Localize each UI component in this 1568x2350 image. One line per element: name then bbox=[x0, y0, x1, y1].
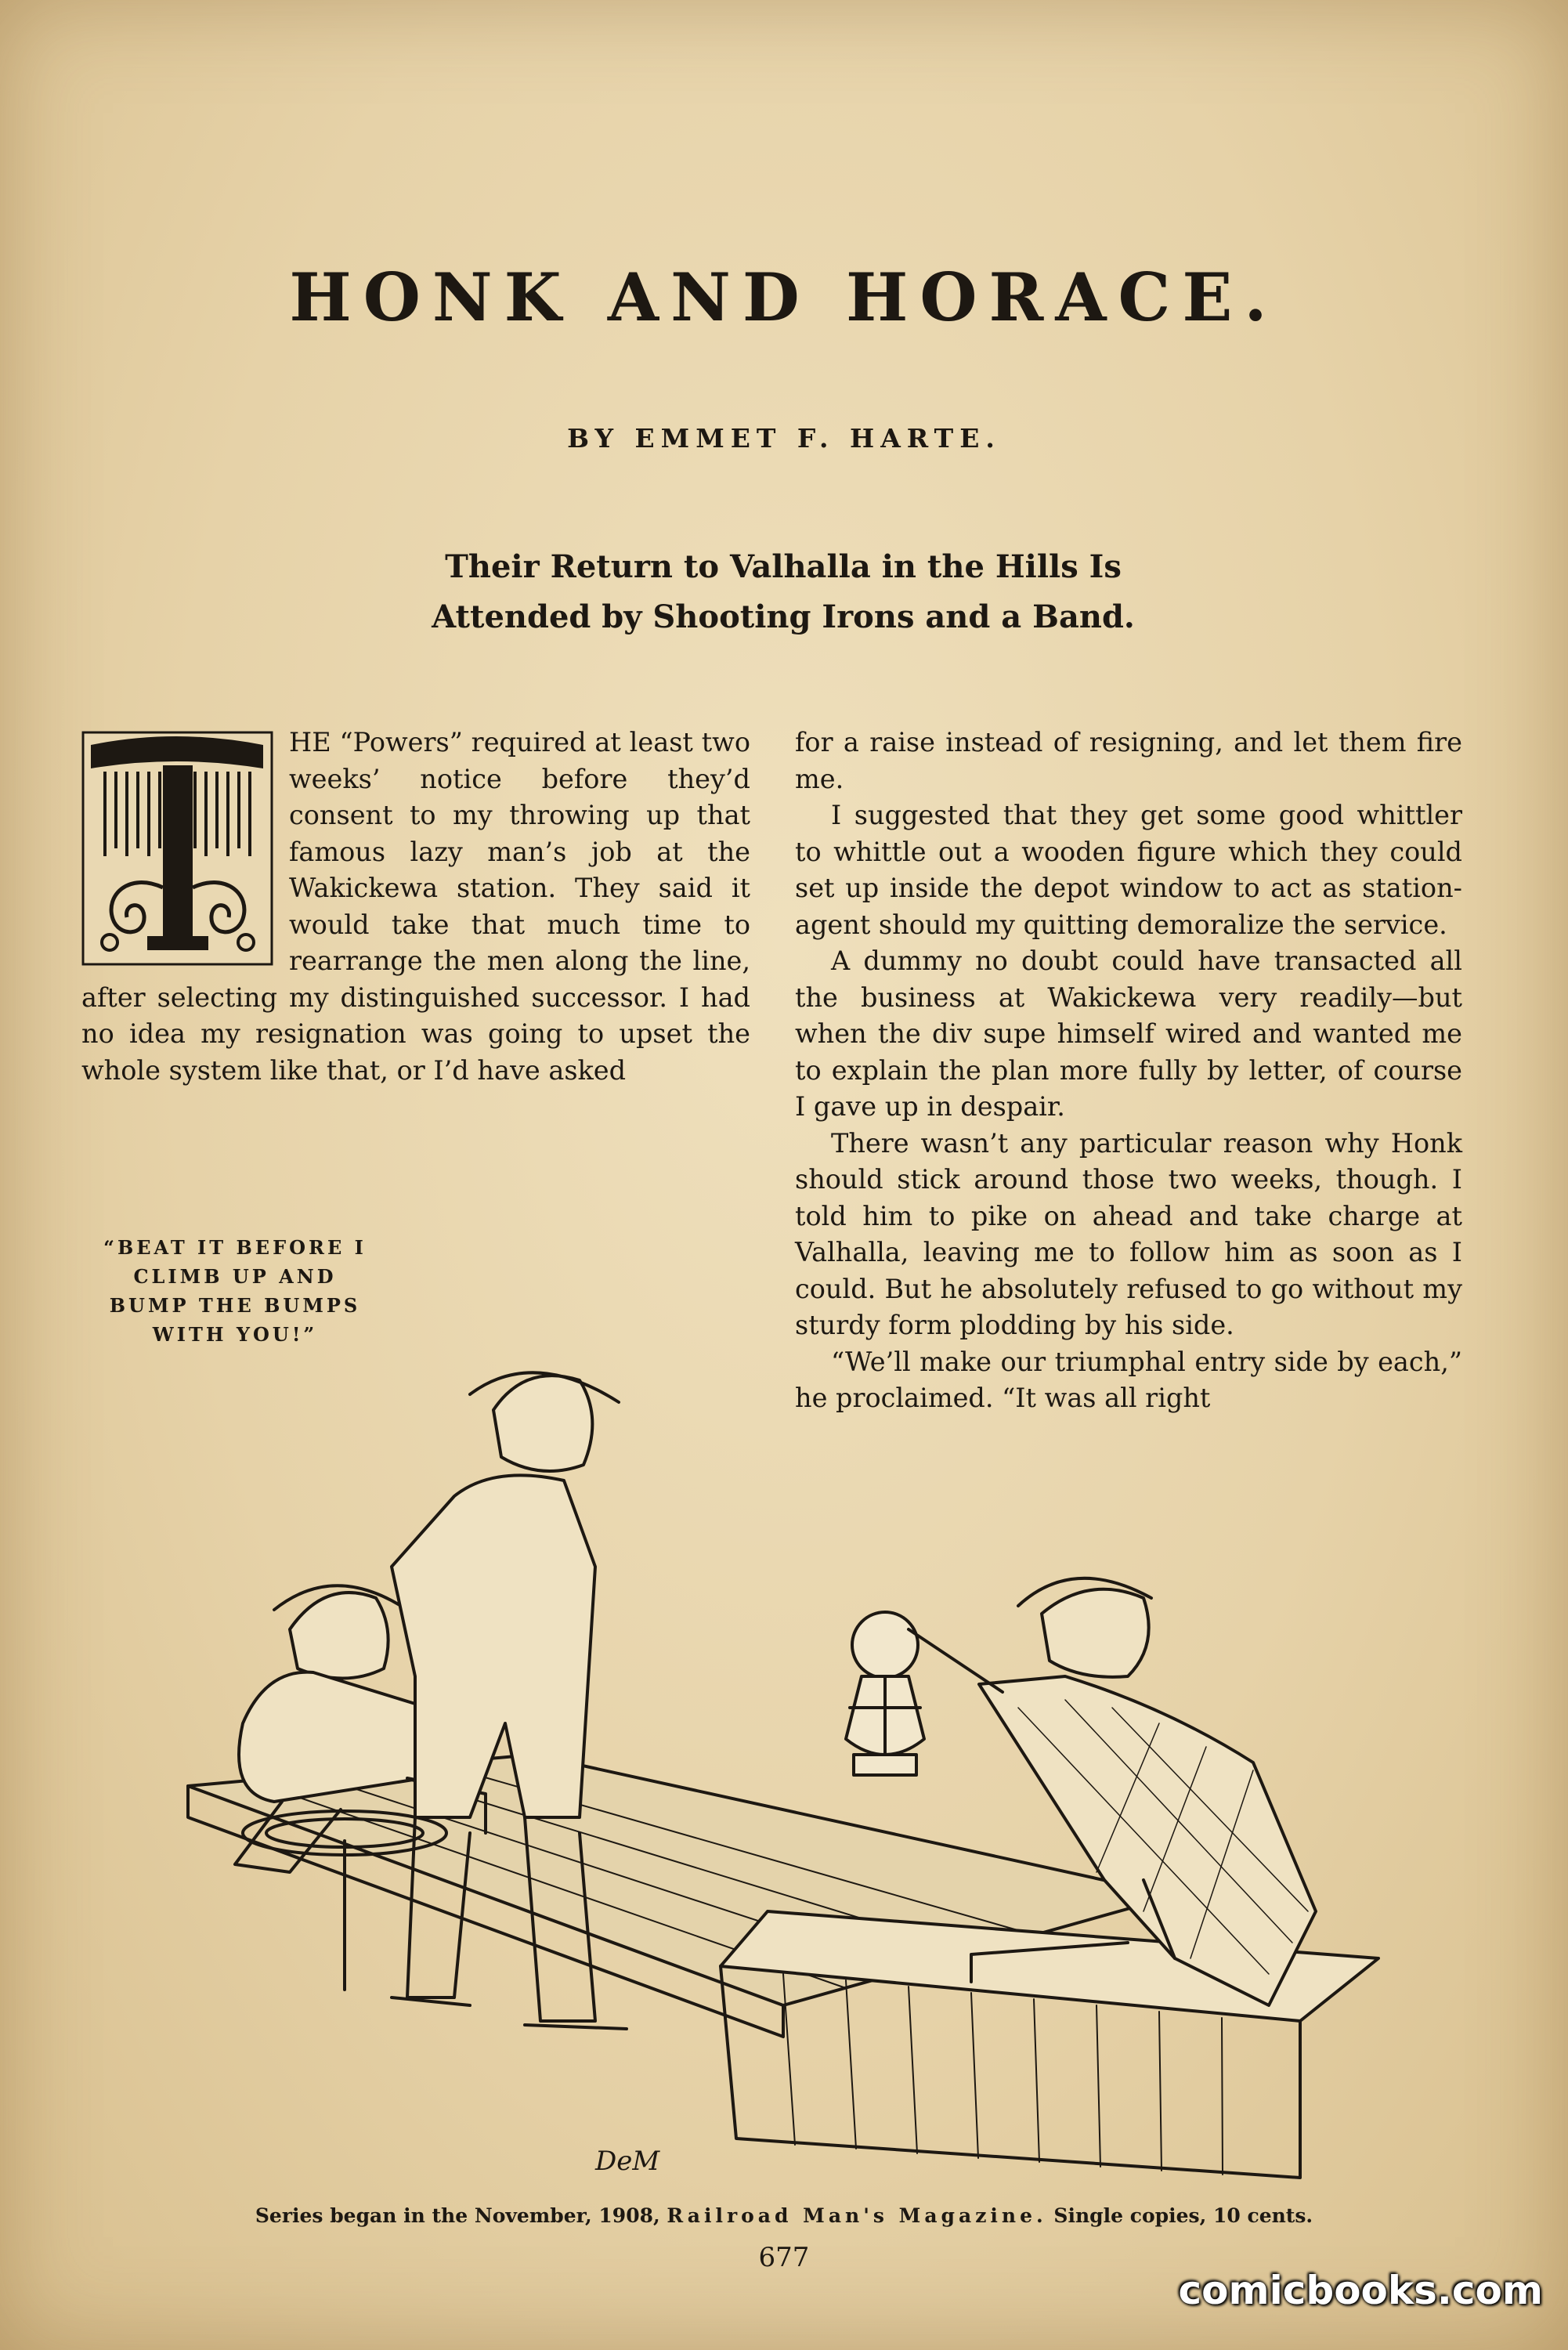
paragraph-text: HE “Powers” required at least two weeks’ notice before they’d consent to my throwing up that famous lazy man’s job at the Wakickewa station. They said it would take that much time to rearrange the men along the line, after selecting my distinguished successor. I had no idea my resignation was going to upset the whole system like that, or I’d have asked bbox=[81, 727, 750, 1086]
paragraph: for a raise instead of resigning, and let them fire me. bbox=[795, 727, 1462, 794]
story-title: HONK AND HORACE. bbox=[289, 258, 1279, 336]
paragraph: A dummy no doubt could have transacted all the business at Wakickewa very readily—but when the div supe himself wired and wanted me to explain the plan more fully by letter, of course I gave up in despair. bbox=[795, 945, 1462, 1122]
page-number: 677 bbox=[758, 2242, 810, 2273]
story-deck bbox=[329, 542, 1237, 642]
author-byline: BY EMMET F. HARTE. bbox=[567, 423, 1001, 454]
paragraph: “We’ll make our triumphal entry side by each,” he proclaimed. “It was all right bbox=[795, 1346, 1462, 1413]
paragraph: I suggested that they get some good whittler to whittle out a wooden figure which they could set up inside the depot window to act as station-agent should my quitting demoralize the service. bbox=[795, 800, 1462, 940]
series-note: Series began in the November, 1908, bbox=[255, 2204, 660, 2227]
deck-line-2: Attended by Shooting Irons and a Band. bbox=[432, 598, 1135, 635]
magazine-name: Railroad Man's Magazine. bbox=[667, 2204, 1047, 2227]
paragraph: There wasn’t any particular reason why Honk should stick around those two weeks, though. I told him to pike on ahead and take charge at Valhalla, leaving me to follow him as soon as I could. But he absolutely refused to go without my sturdy form plodding by his side. bbox=[795, 1127, 1462, 1340]
caption-line: CLIMB UP AND bbox=[133, 1265, 337, 1288]
artist-signature: DeM bbox=[595, 2146, 660, 2177]
price-note: Single copies, 10 cents. bbox=[1053, 2204, 1313, 2227]
page-footer bbox=[0, 2204, 1568, 2227]
caption-line: BUMP THE BUMPS bbox=[109, 1294, 361, 1317]
caption-line: “BEAT IT BEFORE I bbox=[103, 1236, 367, 1259]
left-text-column bbox=[81, 725, 750, 1089]
deck-line-1: Their Return to Valhalla in the Hills Is bbox=[445, 548, 1122, 585]
caption-line: WITH YOU!” bbox=[152, 1323, 318, 1346]
drop-cap-t bbox=[81, 731, 273, 966]
illustration-handcar-scene bbox=[157, 1128, 1425, 2193]
site-watermark: comicbooks.com bbox=[1178, 2268, 1543, 2313]
